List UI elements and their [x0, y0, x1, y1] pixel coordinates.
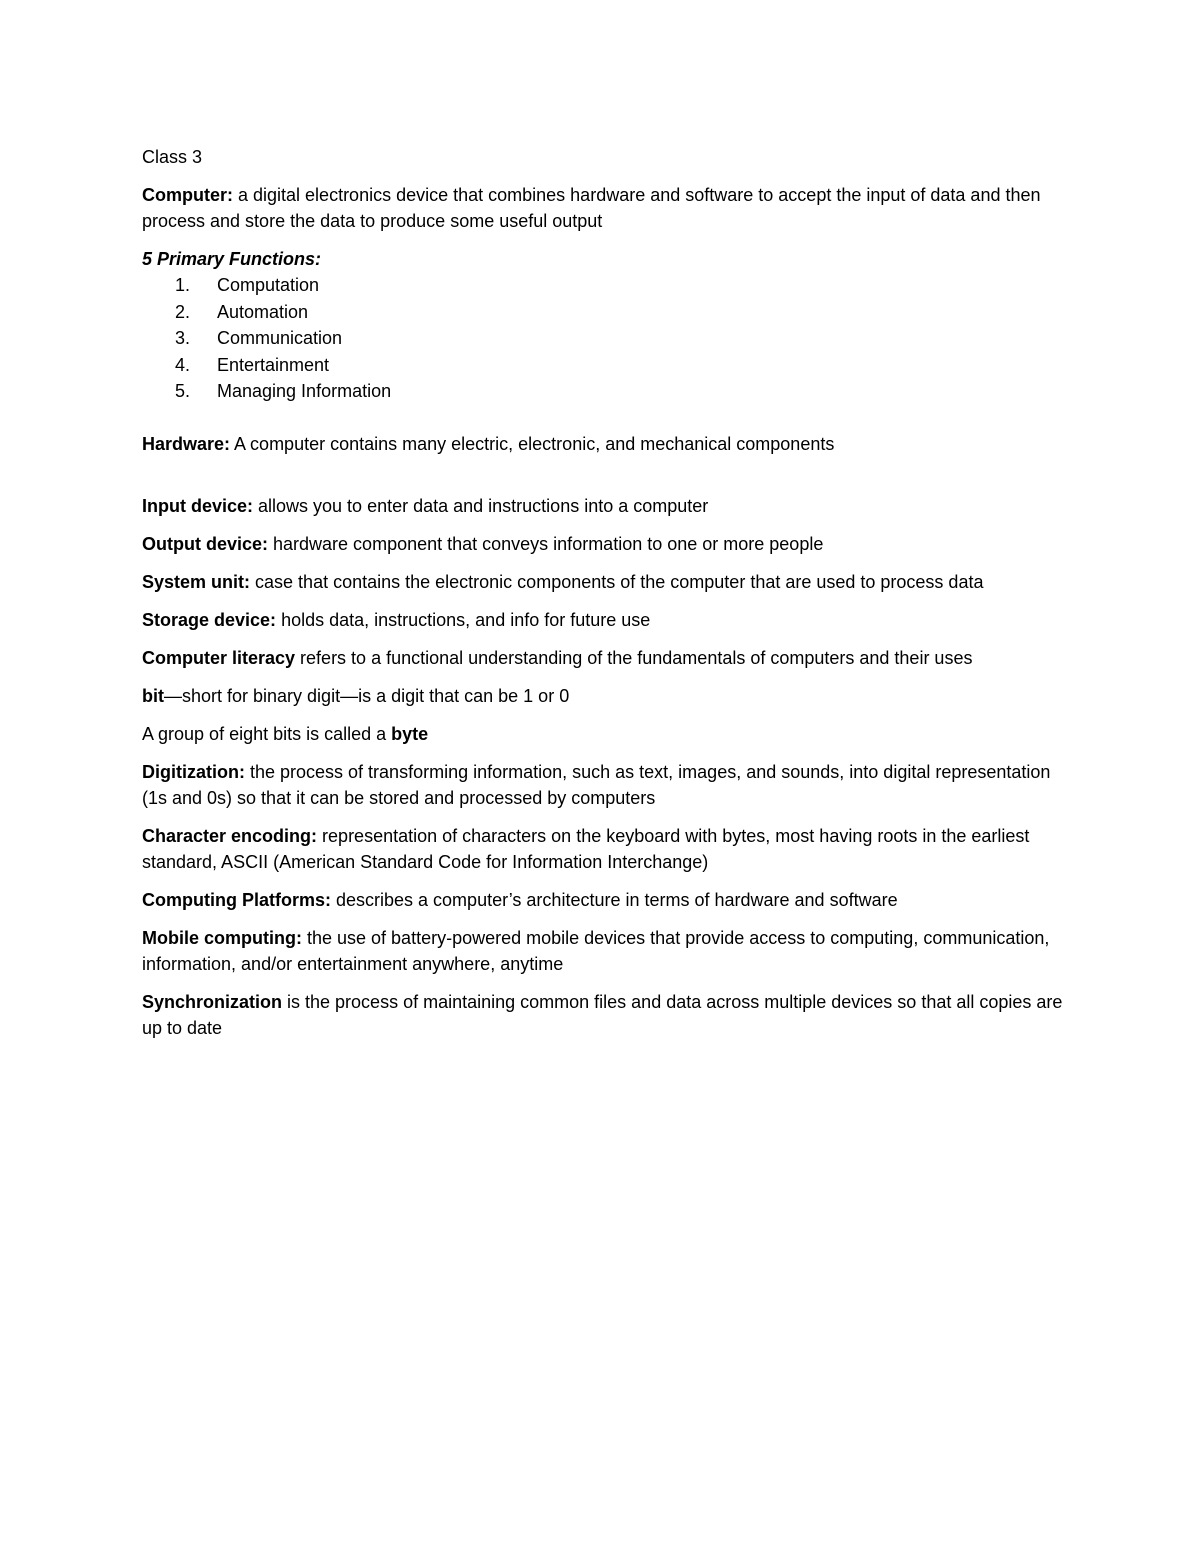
definition-input-device: [142, 493, 1072, 519]
definition-term: Mobile computing:: [142, 927, 302, 948]
definition-term: Character encoding:: [142, 825, 318, 846]
definition-text: holds data, instructions, and info for future use: [276, 609, 651, 630]
definition-term: byte: [391, 723, 429, 744]
definition-term: Computer:: [142, 185, 233, 205]
definition-term: System unit:: [142, 571, 251, 592]
list-item: [142, 325, 1072, 352]
definition-text: a digital electronics device that combines hardware and software to accept the input of data and then process and store the data to produce some useful output: [142, 185, 1041, 231]
definition-text: describes a computer’s architecture in terms of hardware and software: [331, 889, 898, 910]
definition-text: hardware component that conveys information to one or more people: [268, 533, 824, 554]
definition-hardware: [142, 431, 1072, 457]
definition-output-device: [142, 531, 1072, 557]
list-label: Communication: [217, 328, 343, 348]
functions-heading-text: 5 Primary Functions:: [142, 249, 322, 269]
list-number: 5.: [175, 381, 191, 401]
definition-term: Storage device:: [142, 609, 277, 630]
functions-list: [142, 272, 1072, 405]
definition-text: refers to a functional understanding of the fundamentals of computers and their uses: [295, 647, 973, 668]
definition-digitization: [142, 759, 1072, 811]
list-item: [142, 299, 1072, 326]
definition-byte: [142, 721, 1072, 747]
definition-text: —short for binary digit—is a digit that can be 1 or 0: [164, 685, 570, 706]
list-label: Managing Information: [217, 381, 392, 401]
definition-term: Digitization:: [142, 761, 245, 782]
list-label: Automation: [217, 301, 309, 322]
definition-term: Input device:: [142, 495, 254, 516]
definition-text: the use of battery-powered mobile devices that provide access to computing, communication, information, and/or entertainment anywhere, anytime: [142, 927, 1050, 974]
definition-term: bit: [142, 685, 164, 706]
list-label: Entertainment: [217, 354, 330, 375]
list-number: 1.: [175, 275, 191, 295]
functions-heading: [142, 246, 1072, 272]
definition-term: Computer literacy: [142, 647, 296, 668]
definition-text: is the process of maintaining common files and data across multiple devices so that all copies are up to date: [142, 991, 1063, 1038]
list-item: [142, 378, 1072, 405]
definition-text: the process of transforming information, such as text, images, and sounds, into digital representation (1s and 0s) so that it can be stored and processed by computers: [142, 761, 1051, 808]
definition-term: Output device:: [142, 533, 269, 554]
document-body: [142, 144, 1072, 1053]
list-number: 4.: [175, 354, 191, 375]
definition-text: representation of characters on the keyboard with bytes, most having roots in the earliest standard, ASCII (American Standard Code for Information Interchange): [142, 825, 1030, 872]
definition-text: A computer contains many electric, electronic, and mechanical components: [230, 433, 835, 454]
definition-term: Hardware:: [142, 433, 231, 454]
list-item: [142, 272, 1072, 299]
document-title: Class 3: [142, 147, 203, 167]
list-item: [142, 352, 1072, 379]
definition-text: A group of eight bits is called a: [142, 723, 392, 744]
list-number: 2.: [175, 301, 191, 322]
list-number: 3.: [175, 328, 191, 348]
definition-text: allows you to enter data and instructions into a computer: [253, 495, 709, 516]
definition-storage-device: [142, 607, 1072, 633]
definition-computer: [142, 182, 1072, 234]
definition-character-encoding: [142, 823, 1072, 875]
definition-mobile-computing: [142, 925, 1072, 977]
definition-computer-literacy: [142, 645, 1072, 671]
definition-synchronization: [142, 989, 1072, 1041]
definition-bit: [142, 683, 1072, 709]
list-label: Computation: [217, 275, 320, 295]
definition-term: Computing Platforms:: [142, 889, 331, 910]
definition-text: case that contains the electronic components of the computer that are used to process data: [250, 571, 984, 592]
definition-computing-platforms: [142, 887, 1072, 913]
definition-term: Synchronization: [142, 991, 283, 1012]
definition-system-unit: [142, 569, 1072, 595]
